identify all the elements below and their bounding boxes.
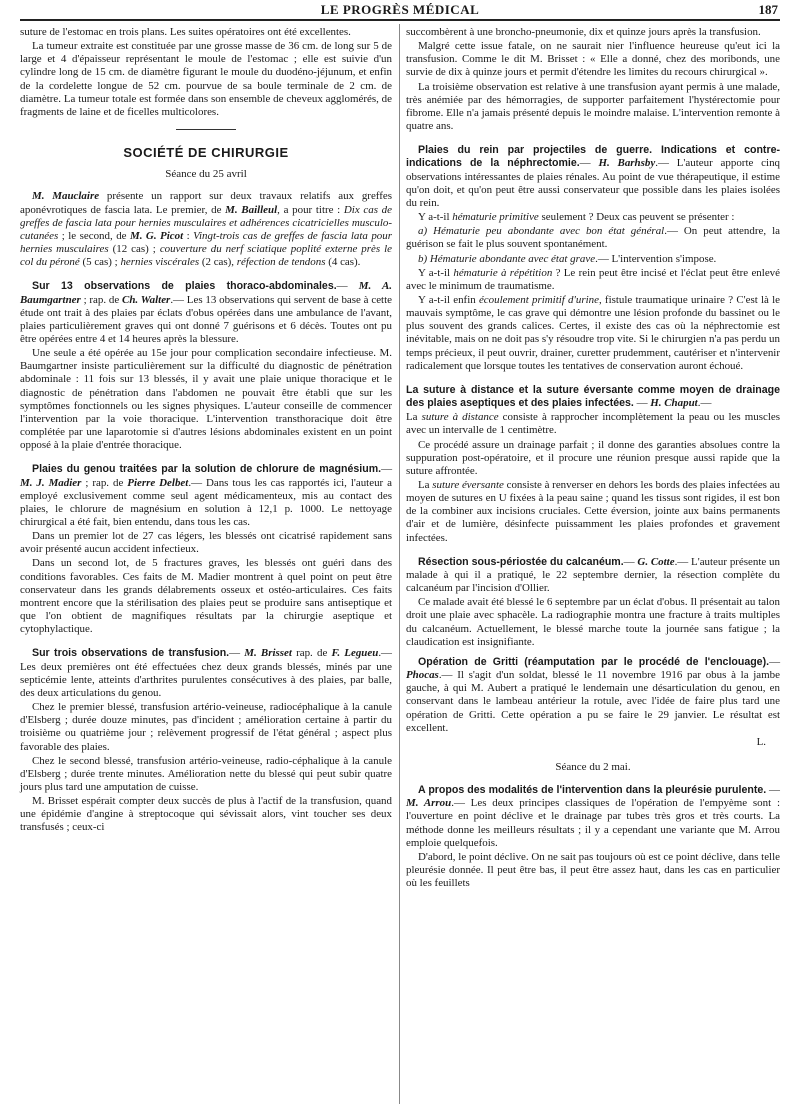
running-title: LE PROGRÈS MÉDICAL (320, 2, 480, 17)
paragraph: Dans un premier lot de 27 cas légers, les blessés ont cicatrisé rapidement sans avoir présenté aucun accident infectieux. (20, 530, 392, 556)
topic-heading: La suture à distance et la suture éversante comme moyen de drainage des plaies aseptiques et des plaies infectées. (406, 383, 780, 410)
gritti-paragraph: Opération de Gritti (réamputation par le procédé de l'enclouage).— Phocas.— Il s'agit d'un soldat, blessé le 11 novembre 1916 par obus à la jambe gauche, à qui M. Aubert a pratiqué le lendemain une désarticulation du genou, en conservant dans le lambeau antérieur la rotule, avec l'idée de faire plus tard une opération de Gritti. Cette opération a pu se faire le 29 janvier. Le résultat est excellent. (406, 655, 780, 734)
pleuresie-paragraph: A propos des modalités de l'intervention dans la pleurésie purulente. — M. Arrou.— Les deux principes classiques de l'opération de l'empyème sont : l'ouverture en point déclive et le drainage par tubes très gros et très courts. La méthode donne les meilleurs résultats ; il y a cependant une variante que M. Arrou emploie quelquefois. (406, 784, 780, 849)
calcaneum-paragraph: Résection sous-périostée du calcanéum.— G. Cotte.— L'auteur présente un malade à qui il a pratiqué, le 22 septembre dernier, la résection complète du calcanéum par l'incision d'Ollier. (406, 555, 780, 595)
thoraco-paragraph: Sur 13 observations de plaies thoraco-abdominales.— M. A. Baumgartner ; rap. de Ch. Walter.— Les 13 observations qui servent de base à cette étude ont trait à des plaies par éclats d'obus opérées dans une ambulance de l'avant, plaies particulièrement graves qui ont donné 7 guérisons et 6 décès. Toutes ont pu être opérées entre 4 et 14 heures après la blessure. (20, 280, 392, 345)
section-rule (176, 129, 236, 130)
paragraph: Chez le premier blessé, transfusion artério-veineuse, radiocéphalique à la canule d'Elsberg ; durée douze minutes, pas d'incident ; amélioration certaine à partir du troisième ou quatrième jour ; relèvement progressif de l'état général ; aspect plus favorable des plaies. (20, 701, 392, 753)
paragraph: M. Brisset espérait compter deux succès de plus à l'actif de la transfusion, quand une épidémie d'angine à streptocoque qui sévissait alors, vint toucher ses deux transfusés ; ceux-ci (20, 795, 392, 834)
paragraph: Dans un second lot, de 5 fractures graves, les blessés ont guéri dans des conditions favorables. Ces faits de M. Madier montrent à quel point on peut être conservateur dans les grands délabrements osseux et ostéo-articulaires. Ces faits montrent encore que la stérilisation des plaies peut se produire sans antiseptique et que l'on obtient de magnifiques résultats par la chirurgie aseptique et cytophylactique. (20, 557, 392, 636)
paragraph: Y a-t-il hématurie primitive seulement ? Deux cas peuvent se présenter : (418, 211, 735, 224)
topic-heading: Opération de Gritti (réamputation par le procédé de l'enclouage). (418, 655, 770, 668)
header-rule (20, 19, 780, 21)
paragraph: D'abord, le point déclive. On ne sait pas toujours où est ce point déclive, dans telle pleurésie donnée. Il peut être bas, il peut être assez haut, dans les cas en particulier où les feuillets (406, 850, 780, 890)
paragraph: Chez le second blessé, transfusion artério-veineuse, radio-céphalique à la canule d'Elsberg ; durée trente minutes. Amélioration nette du blessé qui peut subir quatre jours plus tard une amputation de cuisse. (20, 754, 392, 793)
society-heading: SOCIÉTÉ DE CHIRURGIE (123, 145, 289, 161)
signature: L. (756, 735, 766, 748)
column-divider (399, 24, 400, 1104)
paragraph: Y a-t-il hématurie à répétition ? Le rein peut être incisé et l'éclat peut être enlevé avec le minimum de traumatisme. (406, 266, 780, 292)
paragraph: Ce malade avait été blessé le 6 septembre par un éclat d'obus. Il présentait au talon droit une plaie avec sphacèle. La radiographie montra une fracture à traits multiples du calcanéum. Actuellement, le blessé marche toute la journée sans fatigue ; la claudication est insignifiante. (406, 596, 780, 648)
page-number: 187 (758, 2, 778, 17)
paragraph: Ce procédé assure un drainage parfait ; il donne des garanties absolues contre la suppuration post-opératoire, et il procure une réunion presque aussi rapide que la suture affrontée. (406, 438, 780, 477)
paragraph: La troisième observation est relative à une transfusion ayant permis à une malade, très anémiée par des hémorragies, de supporter parfaitement l'hystérectomie pour fibrome. Elle n'a jamais présenté depuis le moindre malaise. L'intervention remonte à quatre ans. (406, 80, 780, 133)
paragraph: succombèrent à une broncho-pneumonie, dix et quinze jours après la transfusion. (406, 26, 761, 38)
paragraph: a) Hématurie peu abondante avec bon état général.— On peut attendre, la guérison se fait le plus souvent spontanément. (406, 225, 780, 251)
paragraph: Malgré cette issue fatale, on ne saurait nier l'influence heureuse qu'eut ici la transfusion. Comme le dit M. Brisset : « Elle a donné, chez des moribonds, une survie de dix à quinze jours et permit d'étendre les limites du recours chirurgical ». (406, 40, 780, 79)
suture-heading-paragraph: La suture à distance et la suture éversante comme moyen de drainage des plaies aseptiques et des plaies infectées. — H. Chaput.— (406, 383, 780, 410)
page-header (20, 2, 780, 18)
paragraph: b) Hématurie abondante avec état grave.— L'intervention s'impose. (418, 252, 717, 265)
paragraph: Y a-t-il enfin écoulement primitif d'urine, fistule traumatique urinaire ? C'est là le mauvais symptôme, le cas grave qui démontre une lésion profonde du bassinet ou le plus souvent des grands calices. Certes, il existe des cas où la néphrectomie est inévitable, mais on ne doit pas s'y résoudre trop vite. Si le chirurgien n'a pas perdu un temps précieux, il peut ouvrir, drainer, curetter prudemment, cautériser et n'intervenir radicalement que lorsque toutes les tentatives de conservation auront échoué. (406, 293, 781, 372)
topic-heading: Plaies du rein par projectiles de guerre. Indications et contre-indications de la néphrectomie. (406, 144, 780, 170)
genou-paragraph: Plaies du genou traitées par la solution de chlorure de magnésium.— M. J. Madier ; rap. de Pierre Delbet.— Dans tous les cas rapportés ici, l'auteur a employé exclusivement comme seul agent médicamenteux, mis au contact des plaies, le chlorure de magnésium en solution à 12,1 p. 1000. Le nettoyage chirurgical a été fait, bien entendu, dans tous les cas. (20, 463, 392, 528)
topic-heading: Plaies du genou traitées par la solution de chlorure de magnésium. (32, 463, 382, 476)
topic-heading: Résection sous-périostée du calcanéum. (418, 555, 624, 568)
transfusion-paragraph: Sur trois observations de transfusion.— M. Brisset rap. de F. Legueu.— Les deux premières ont été effectuées chez deux grands blessés, minés par une septicémie lente, atteints d'arthrites purulentes consécutives à des plaies, par balle, des deux articulations du genou. (20, 647, 392, 699)
author-name: M. Mauclaire (32, 190, 100, 203)
session-date: Séance du 25 avril (165, 168, 247, 181)
paragraph: suture de l'estomac en trois plans. Les suites opératoires ont été excellentes. (20, 26, 351, 38)
paragraph: La suture à distance consiste à rapprocher incomplètement la peau ou les muscles avec un intervalle de 1 centimètre. (406, 411, 780, 437)
right-column (406, 26, 780, 891)
topic-heading: A propos des modalités de l'intervention dans la pleurésie purulente. (418, 784, 767, 797)
paragraph: La suture éversante consiste à renverser en dehors les bords des plaies infectées au moyen de sutures en U fixées à la peau saine ; quand les tissus sont rigides, il est bon de la combiner aux incisions cruciales. Cette éversion, jointe aux bains permanents d'air et de lumière, désinfecte puissamment les plaies profondes et gravement infectées. (406, 479, 780, 544)
mauclaire-paragraph: M. Mauclaire présente un rapport sur deux travaux relatifs aux greffes aponévrotiques de fascia lata. Le premier, de M. Bailleul, a pour titre : Dix cas de greffes de fascia lata pour hernies musculaires et adhérences cicatricielles musculo-cutanées ; le second, de M. G. Picot : Vingt-trois cas de greffes de fascia lata pour hernies musculaires (12 cas) ; couverture du nerf sciatique poplité externe près le col du péroné (5 cas) ; hernies viscérales (2 cas), réfection de tendons (4 cas). (20, 190, 392, 269)
paragraph: La tumeur extraite est constituée par une grosse masse de 36 cm. de long sur 5 de large et 4 d'épaisseur représentant le moule de l'estomac ; elle est suivie d'un cylindre long de 15 cm. de diamètre figurant le moule du duodéno-jéjunum, et enfin de la cordelette longue de 52 cm. pourvue de sa boule terminale de 2 cm. de diamètre. La tumeur totale est formée dans son ensemble de cheveux agglomérés, de fragments de laine et de ficelles multicolores. (20, 40, 392, 118)
left-column (20, 26, 392, 836)
paragraph: Une seule a été opérée au 15e jour pour complication secondaire infectieuse. M. Baumgartner insiste particulièrement sur la difficulté du diagnostic de pénétration abdominale : 11 fois sur 13 blessés, il y avait une plaie unique thoracique et le diagnostic de pénétration dans l'abdomen ne pouvait être établi que sur les symptômes fonctionnels ou les signes physiques. L'auteur conseille de commencer l'intervention par la voie thoracique. L'intervention transthoracique doit être complétée par une laparotomie si d'autres lésions abdominales existent en un point opposé à la plaie d'entrée thoracique. (20, 347, 392, 452)
topic-heading: Sur 13 observations de plaies thoraco-abdominales. (32, 280, 337, 293)
rein-paragraph: Plaies du rein par projectiles de guerre. Indications et contre-indications de la néphrectomie.— H. Barhsby.— L'auteur apporte cinq observations intéressantes de plaies rénales. Au point de vue thérapeutique, il estime qu'on doit, et qu'on peut être aussi conservateur que possible dans les plaies isolées du rein. (406, 144, 781, 209)
session-date: Séance du 2 mai. (555, 760, 631, 773)
topic-heading: Sur trois observations de transfusion. (32, 647, 230, 660)
